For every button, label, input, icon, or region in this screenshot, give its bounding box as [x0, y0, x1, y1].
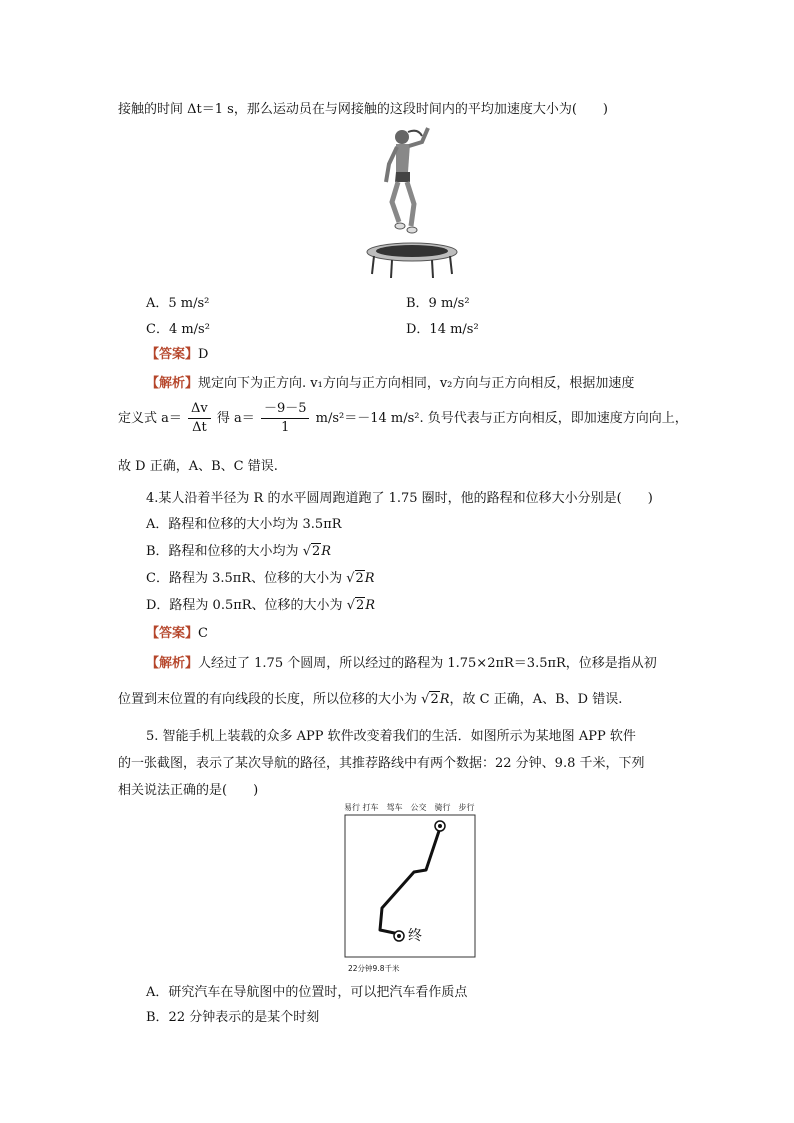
analysis-3-line1: [146, 372, 634, 391]
sqrt-radicand: 2: [311, 544, 321, 559]
option-b: B．9 m/s²: [406, 296, 470, 311]
question-5-line1: 5. 智能手机上装载的众多 APP 软件改变着我们的生活．如图所示为某地图 APP 软件: [146, 729, 636, 744]
option-text: B．路程和位移的大小均为: [146, 544, 303, 559]
trampoline-athlete-figure: [362, 122, 462, 280]
analysis-tag: 【解析】: [146, 656, 199, 671]
q4-option-d: [146, 594, 375, 613]
fraction-value: [261, 400, 310, 437]
navigation-map-figure: [344, 814, 476, 960]
answer-value: C: [198, 626, 208, 641]
radius-symbol: R: [321, 544, 332, 559]
radius-symbol: R: [439, 692, 450, 707]
map-tabs: 易行 打车 驾车 公交 骑行 步行: [344, 803, 475, 812]
option-d: D．14 m/s²: [406, 322, 479, 337]
answer-4: [146, 622, 208, 641]
q5-option-b: B．22 分钟表示的是某个时刻: [146, 1010, 320, 1025]
q4-option-c: [146, 567, 375, 586]
sqrt-2: [303, 544, 322, 559]
answer-tag: 【答案】: [146, 626, 199, 641]
analysis-text: 规定向下为正方向. v₁方向与正方向相同，v₂方向与正方向相反，根据加速度: [198, 376, 635, 391]
analysis-text: 得 a＝: [216, 411, 255, 426]
sqrt-symbol: √: [346, 598, 355, 613]
sqrt-radicand: 2: [356, 598, 365, 613]
answer-tag: 【答案】: [146, 347, 199, 362]
sqrt-symbol: √: [302, 544, 311, 559]
analysis-3-line3: 故 D 正确，A、B、C 错误.: [118, 459, 278, 474]
analysis-text: 人经过了 1.75 个圆周，所以经过的路程为 1.75×2πR＝3.5πR，位移是指从初: [198, 656, 657, 671]
q4-option-a: A．路程和位移的大小均为 3.5πR: [146, 517, 342, 532]
analysis-4-line1: [146, 652, 657, 671]
question-4-stem: 4.某人沿着半径为 R 的水平圆周跑道跑了 1.75 圈时，他的路程和位移大小分别是( ): [146, 491, 653, 506]
map-end-label: 终: [408, 928, 422, 944]
fraction-denominator: Δt: [192, 420, 207, 435]
option-a: A．5 m/s²: [146, 296, 210, 311]
q5-option-a: A．研究汽车在导航图中的位置时，可以把汽车看作质点: [146, 985, 468, 1000]
q4-option-b: [146, 540, 331, 559]
analysis-text: ，故 C 正确，A、B、D 错误.: [449, 692, 623, 707]
fraction-numerator: Δv: [188, 400, 211, 419]
analysis-4-line2: [118, 688, 622, 707]
radius-symbol: R: [364, 571, 375, 586]
sqrt-2: [346, 571, 365, 586]
question-5-line2: 的一张截图，表示了某次导航的路径，其推荐路线中有两个数据：22 分钟、9.8 千米，下列: [118, 756, 645, 771]
sqrt-2: [421, 692, 440, 707]
option-c: C．4 m/s²: [146, 322, 210, 337]
fraction-dv-dt: [188, 400, 211, 437]
sqrt-symbol: √: [346, 571, 355, 586]
sqrt-radicand: 2: [355, 571, 364, 586]
answer-value: D: [198, 347, 209, 362]
answer-3: [146, 343, 208, 362]
sqrt-symbol: √: [421, 692, 430, 707]
fraction-numerator: －9－5: [261, 400, 310, 419]
sqrt-2: [347, 598, 366, 613]
option-text: C．路程为 3.5πR、位移的大小为: [146, 571, 347, 586]
fraction-denominator: 1: [281, 420, 290, 435]
analysis-tag: 【解析】: [146, 376, 199, 391]
option-text: D．路程为 0.5πR、位移的大小为: [146, 598, 347, 613]
question-3-stem: 接触的时间 Δt＝1 s，那么运动员在与网接触的这段时间内的平均加速度大小为( ): [118, 102, 608, 117]
radius-symbol: R: [365, 598, 376, 613]
sqrt-radicand: 2: [430, 692, 439, 707]
question-5-line3: 相关说法正确的是( ): [118, 783, 259, 798]
analysis-text: m/s²＝－14 m/s². 负号代表与正方向相反，即加速度方向向上，: [315, 411, 688, 426]
analysis-text: 位置到末位置的有向线段的长度，所以位移的大小为: [118, 692, 422, 707]
analysis-text: 定义式 a＝: [118, 411, 182, 426]
analysis-3-line2: [118, 400, 688, 437]
map-caption: 22分钟9.8千米: [348, 964, 400, 973]
